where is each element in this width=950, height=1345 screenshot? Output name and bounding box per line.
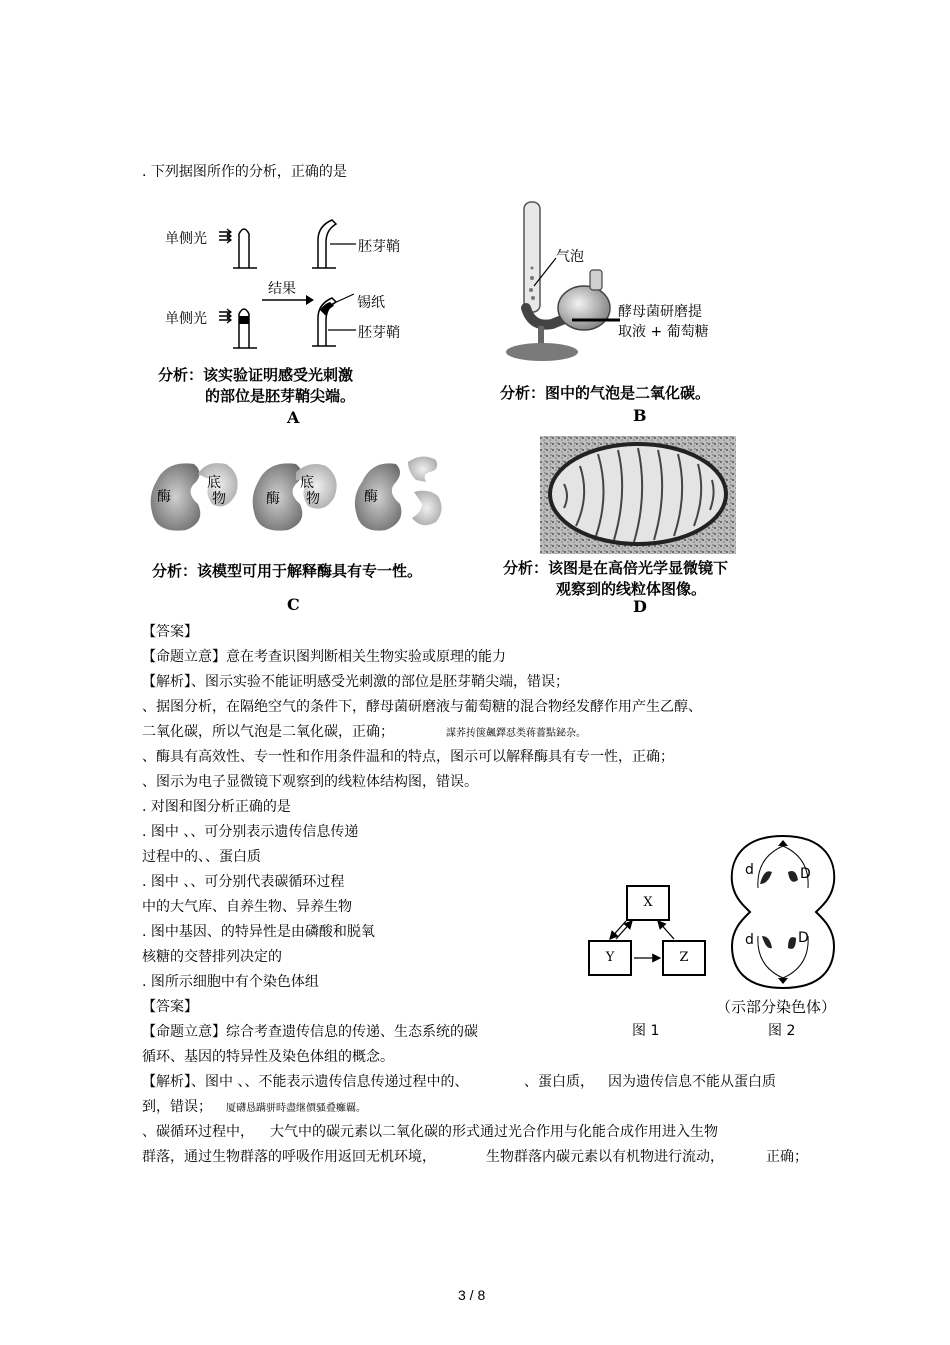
node-x: X bbox=[626, 885, 670, 921]
q2-stem: . 对图和图分析正确的是 bbox=[142, 799, 291, 815]
q1-analysis-line: 二氧化碳，所以气泡是二氧化碳，正确； bbox=[142, 724, 394, 740]
figure-c-analysis: 分析：该模型可用于解释酶具有专一性。 bbox=[152, 562, 423, 580]
garbled-text: 謀荞抟箧飆鐸怼类蒋薔點鉍杂。 bbox=[446, 728, 586, 739]
result-arrow bbox=[262, 294, 314, 306]
bubble-label: 气泡 bbox=[556, 249, 584, 265]
q2-answer: 【答案】 bbox=[142, 999, 198, 1015]
coleoptile-drawing bbox=[217, 224, 257, 274]
enzyme-label: 酶 bbox=[157, 489, 171, 505]
figure-a-letter: A bbox=[287, 408, 300, 427]
substrate-label-2: 物 bbox=[212, 491, 226, 507]
coleoptile-label: 胚芽鞘 bbox=[358, 239, 400, 255]
figure-b-analysis: 分析：图中的气泡是二氧化碳。 bbox=[500, 384, 711, 402]
q1-stem: . 下列据图所作的分析，正确的是 bbox=[142, 164, 347, 180]
fermentation-tube-drawing bbox=[512, 198, 612, 368]
node-y: Y bbox=[588, 940, 632, 976]
figure-2-caption: 图 2 bbox=[768, 1023, 796, 1039]
q2-analysis-line: 因为遗传信息不能从蛋白质 bbox=[608, 1074, 776, 1090]
liquid-label: 酵母菌研磨提 bbox=[618, 304, 702, 320]
result-label: 结果 bbox=[268, 281, 296, 297]
q1-analysis-line: 、据图分析，在隔绝空气的条件下，酵母菌研磨液与葡萄糖的混合物经发酵作用产生乙醇、 bbox=[142, 699, 702, 715]
q2-option-b: . 图中 、、可分别代表碳循环过程 bbox=[142, 874, 345, 890]
q2-analysis-line: 群落，通过生物群落的呼吸作用返回无机环境， bbox=[142, 1149, 436, 1165]
figure-b-letter: B bbox=[633, 406, 647, 425]
figure-1-caption: 图 1 bbox=[632, 1023, 660, 1039]
substrate-label: 底 bbox=[300, 475, 314, 491]
bent-coleoptile bbox=[312, 218, 362, 270]
dividing-cell-drawing bbox=[726, 832, 840, 992]
gene-D-label: D bbox=[800, 866, 811, 882]
enzyme-label: 酶 bbox=[364, 489, 378, 505]
page-number: 3 / 8 bbox=[458, 1287, 486, 1303]
q2-analysis-line: 、蛋白质， bbox=[524, 1074, 594, 1090]
light-label: 单侧光 bbox=[165, 311, 207, 327]
node-z: Z bbox=[662, 940, 706, 976]
enzyme-label: 酶 bbox=[266, 491, 280, 507]
q2-analysis-line: 【解析】、图中 、、不能表示遗传信息传递过程中的、 bbox=[142, 1074, 469, 1090]
q2-intent-cont: 循环、基因的特异性及染色体组的概念。 bbox=[142, 1049, 394, 1065]
gene-d-label: d bbox=[745, 862, 754, 878]
figure-d-letter: D bbox=[633, 597, 647, 616]
mitochondrion-micrograph bbox=[540, 436, 736, 554]
substrate-label-2: 物 bbox=[306, 491, 320, 507]
q1-analysis-line: 、图示为电子显微镜下观察到的线粒体结构图，错误。 bbox=[142, 774, 478, 790]
figure-d-analysis: 分析：该图是在高倍光学显微镜下 bbox=[503, 559, 729, 577]
q1-analysis-line: 【解析】、图示实验不能证明感受光刺激的部位是胚芽鞘尖端，错误； bbox=[142, 674, 569, 690]
figure-a-analysis: 分析：该实验证明感受光刺激 bbox=[158, 366, 354, 384]
q2-option-c-cont: 核糖的交替排列决定的 bbox=[142, 949, 282, 965]
figure-1-arrows bbox=[600, 915, 710, 965]
q2-analysis-line: 生物群落内碳元素以有机物进行流动， bbox=[486, 1149, 724, 1165]
enzyme-substrate-model bbox=[146, 452, 456, 542]
q1-intent: 【命题立意】意在考查识图判断相关生物实验或原理的能力 bbox=[142, 649, 506, 665]
q2-option-d: . 图所示细胞中有个染色体组 bbox=[142, 974, 319, 990]
q2-option-c: . 图中基因、的特异性是由磷酸和脱氧 bbox=[142, 924, 375, 940]
gene-d-label: d bbox=[745, 932, 754, 948]
q2-intent: 【命题立意】综合考查遗传信息的传递、生态系统的碳 bbox=[142, 1024, 478, 1040]
q2-option-a-cont: 过程中的、、蛋白质 bbox=[142, 849, 261, 865]
figure-d-analysis-2: 观察到的线粒体图像。 bbox=[556, 580, 707, 598]
q2-analysis-line: 正确； bbox=[766, 1149, 808, 1165]
gene-D-label: D bbox=[798, 930, 809, 946]
light-label: 单侧光 bbox=[165, 231, 207, 247]
q2-analysis-line: 到，错误； bbox=[142, 1099, 212, 1115]
garbled-text: 厦礴恳蹒骈時盡继價骚叠癱覊。 bbox=[226, 1103, 366, 1114]
q2-option-b-cont: 中的大气库、自养生物、异养生物 bbox=[142, 899, 352, 915]
bent-coleoptile-foil bbox=[312, 296, 362, 348]
liquid-pointer bbox=[572, 316, 622, 326]
substrate-label: 底 bbox=[207, 475, 221, 491]
figure-2-note: （示部分染色体） bbox=[716, 998, 837, 1016]
liquid-label-2: 取液 + 葡萄糖 bbox=[618, 324, 709, 340]
figure-c-letter: C bbox=[287, 595, 300, 614]
coleoptile-label: 胚芽鞘 bbox=[358, 325, 400, 341]
foil-label: 锡纸 bbox=[357, 295, 385, 311]
q2-analysis-line: 大气中的碳元素以二氧化碳的形式通过光合作用与化能合成作用进入生物 bbox=[270, 1124, 718, 1140]
q1-answer: 【答案】 bbox=[142, 624, 198, 640]
q1-analysis-line: 、酶具有高效性、专一性和作用条件温和的特点，图示可以解释酶具有专一性，正确； bbox=[142, 749, 674, 765]
q2-analysis-line: 、碳循环过程中， bbox=[142, 1124, 254, 1140]
coleoptile-with-foil bbox=[217, 302, 257, 352]
figure-a-analysis-2: 的部位是胚芽鞘尖端。 bbox=[205, 387, 356, 405]
q2-option-a: . 图中 、、可分别表示遗传信息传递 bbox=[142, 824, 359, 840]
